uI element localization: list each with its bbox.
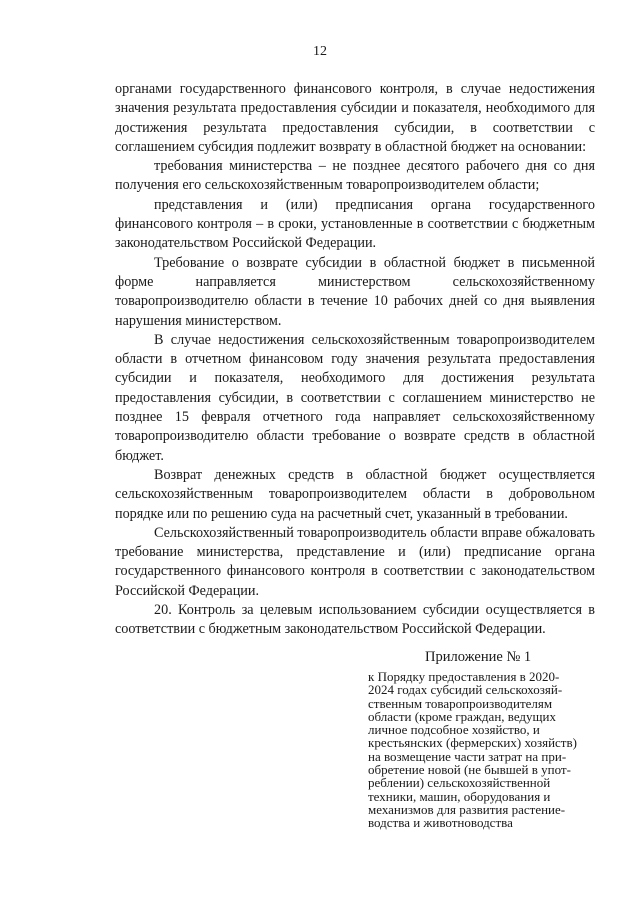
paragraph-refund: Возврат денежных средств в областной бюджет осуществляется сельскохозяйственным товаропроизводителем области в добровольном порядке или по решению суда на расчетный счет, указанный в требовании. [115,466,595,522]
paragraph-appeal: Сельскохозяйственный товаропроизводитель области вправе обжаловать требование министерства, представление и (или) предписание органа государственного финансового контроля в соответствии с законодательством Российской Федерации. [115,524,595,599]
paragraph-non-achievement: В случае недостижения сельскохозяйственным товаропроизводителем области в отчетном финансовом году значения результата предоставления субсидии и показателя, необходимого для достижения результата предоставления субсидии, в соответствии с соглашением министерство не позднее 15 февраля отчетного года направляет сельскохозяйственному товаропроизводителю области требование о возврате средств в областной бюджет. [115,331,595,464]
appendix-line: 2024 годах субсидий сельскохозяй- [368,682,563,698]
appendix-line: на возмещение части затрат на при- [368,748,567,764]
paragraph-control-order: представления и (или) предписания органа государственного финансового контроля – в сроки, установленные в соответствии с бюджетным законодательством Российской Федерации. [115,196,595,252]
paragraph-ministry-requirement: требования министерства – не позднее десятого рабочего дня со дня получения его сельскохозяйственным товаропроизводителем области; [115,158,595,194]
appendix-line: водства и животноводства [368,815,513,831]
appendix-line: механизмов для развития растение- [368,801,566,817]
appendix-line: к Порядку предоставления в 2020- [368,669,560,684]
appendix-line: области (кроме граждан, ведущих [368,708,557,724]
paragraph-return-request: Требование о возврате субсидии в областной бюджет в письменной форме направляется министерством сельскохозяйственному товаропроизводителю области в течение 10 рабочих дней со дня выявления нарушения министерством. [115,254,595,329]
appendix-line: личное подсобное хозяйство, и [368,722,540,738]
appendix-line: крестьянских (фермерских) хозяйств) [368,735,577,751]
appendix-reference [368,670,598,830]
appendix-line: ственным товаропроизводителям [368,695,553,711]
paragraph-continuation: органами государственного финансового контроля, в случае недостижения значения результата предоставления субсидии и показателя, необходимого для достижения результата предоставления субсидии, в соответствии с соглашением субсидия подлежит возврату в областной бюджет на основании: [115,81,595,155]
appendix-line: техники, машин, оборудования и [368,788,551,804]
paragraph-clause-20: 20. Контроль за целевым использованием субсидии осуществляется в соответствии с бюджетным законодательством Российской Федерации. [115,602,595,638]
appendix-title: Приложение № 1 [425,649,532,665]
page-number: 12 [313,44,327,59]
appendix-line: обретение новой (не бывшей в упот- [368,762,571,778]
appendix-line: реблении) сельскохозяйственной [368,775,551,791]
document-body [115,80,595,640]
